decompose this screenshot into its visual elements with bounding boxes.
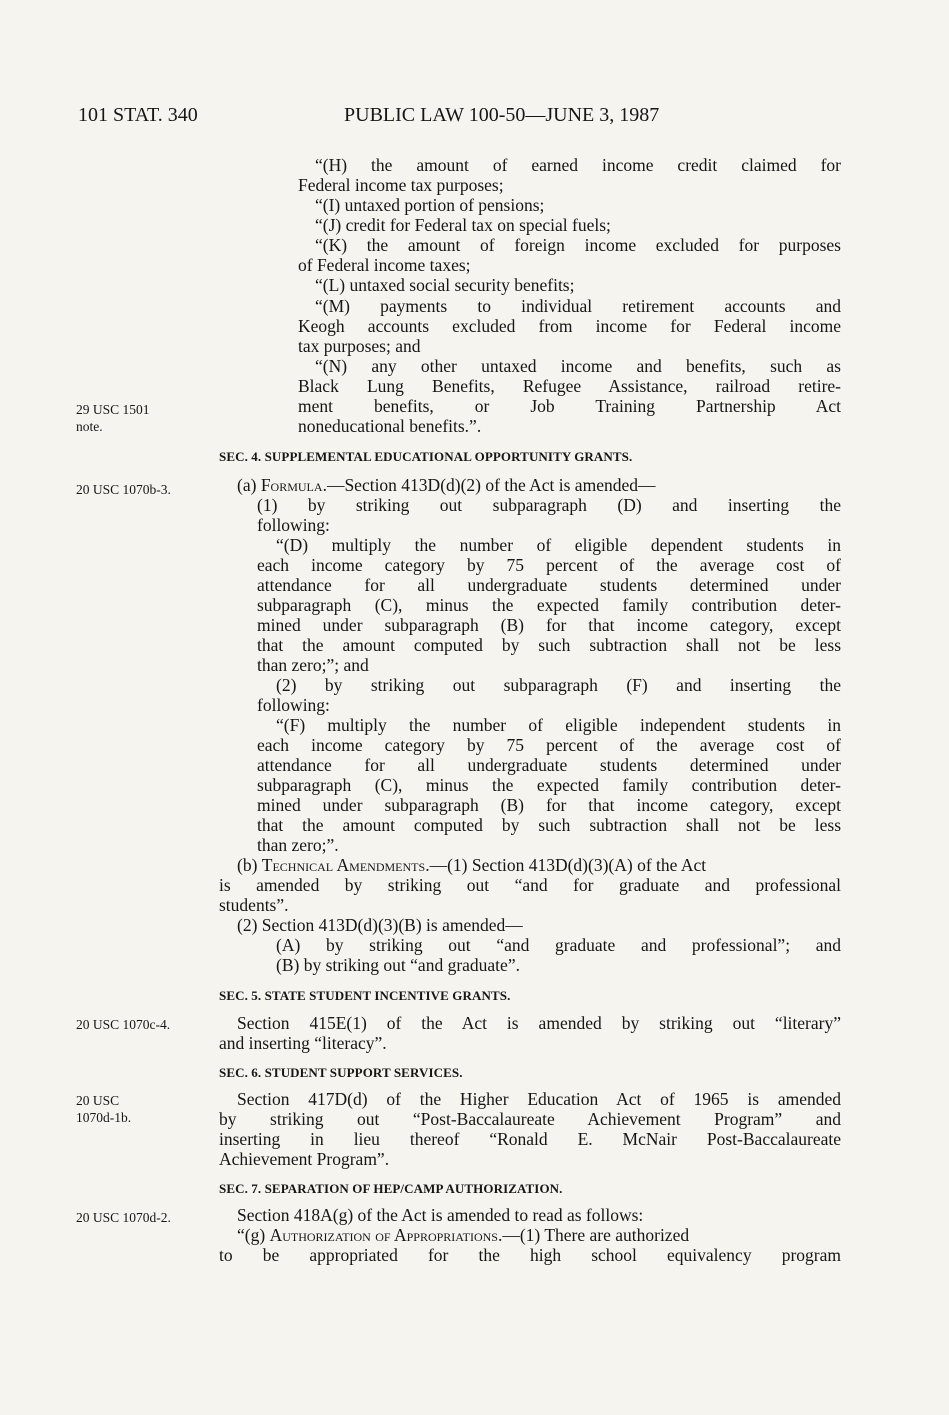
text-line: inserting in lieu thereof “Ronald E. McNair Post-Baccalaureate (219, 1129, 841, 1149)
margin-note-line: 1070d-1b. (76, 1110, 132, 1125)
margin-note-29-usc-1501 (76, 401, 150, 435)
text-line: than zero;”; and (257, 655, 369, 675)
text-line: tax purposes; and (298, 336, 421, 356)
margin-note-20-usc-1070c-4: 20 USC 1070c-4. (76, 1017, 171, 1032)
public-law-title: PUBLIC LAW 100-50—JUNE 3, 1987 (344, 104, 660, 126)
text-line: Black Lung Benefits, Refugee Assistance, railroad retire- (298, 376, 841, 396)
text-line: “(H) the amount of earned income credit claimed for (315, 155, 841, 175)
text-line: (B) by striking out “and graduate”. (276, 955, 520, 975)
text-line (237, 1225, 689, 1245)
text-line: (2) by striking out subparagraph (F) and inserting the (276, 675, 841, 695)
text-line: each income category by 75 percent of the average cost of (257, 735, 841, 755)
text-line: “(I) untaxed portion of pensions; (315, 195, 545, 215)
margin-note-20-usc-1070d-2: 20 USC 1070d-2. (76, 1210, 171, 1225)
text-line: and inserting “literacy”. (219, 1033, 387, 1053)
subsection-heading-technical-amendments: Technical Amendments (261, 855, 426, 875)
text-line: subparagraph (C), minus the expected family contribution deter- (257, 595, 841, 615)
text-line: that the amount computed by such subtraction shall not be less (257, 815, 841, 835)
text-line: attendance for all undergraduate students determined under (257, 755, 841, 775)
text-line (237, 475, 655, 495)
text-line: “(K) the amount of foreign income excluded for purposes (315, 235, 841, 255)
page-header (78, 104, 728, 134)
text-line: noneducational benefits.”. (298, 416, 482, 436)
text-line: students”. (219, 895, 289, 915)
text-line: following: (257, 515, 330, 535)
text-line: “(D) multiply the number of eligible dependent students in (276, 535, 841, 555)
subsection-heading-formula: Formula (260, 475, 323, 495)
margin-note-line: 29 USC 1501 (76, 402, 150, 417)
text-line: to be appropriated for the high school equivalency program (219, 1245, 841, 1265)
text-line: Section 417D(d) of the Higher Education Act of 1965 is amended (237, 1089, 841, 1109)
text-line: subparagraph (C), minus the expected family contribution deter- (257, 775, 841, 795)
text-line: “(L) untaxed social security benefits; (315, 275, 575, 295)
section-heading-5: SEC. 5. STATE STUDENT INCENTIVE GRANTS. (219, 988, 511, 1003)
text-line: is amended by striking out “and for graduate and professional (219, 875, 841, 895)
text-run: (b) (237, 855, 262, 875)
subsection-heading-authorization: Authorization of Appropriations (269, 1225, 498, 1245)
margin-note-20-usc-1070b-3: 20 USC 1070b-3. (76, 482, 171, 497)
text-line: by striking out “Post-Baccalaureate Achievement Program” and (219, 1109, 841, 1129)
text-line: of Federal income taxes; (298, 255, 471, 275)
text-line: Achievement Program”. (219, 1149, 390, 1169)
margin-note-line: 20 USC (76, 1093, 120, 1108)
text-line: mined under subparagraph (B) for that income category, except (257, 615, 841, 635)
text-line: that the amount computed by such subtraction shall not be less (257, 635, 841, 655)
text-line: “(F) multiply the number of eligible independent students in (276, 715, 841, 735)
text-line: (1) by striking out subparagraph (D) and inserting the (257, 495, 841, 515)
text-line: Section 418A(g) of the Act is amended to read as follows: (237, 1205, 644, 1225)
text-line: attendance for all undergraduate students determined under (257, 575, 841, 595)
section-heading-4: SEC. 4. SUPPLEMENTAL EDUCATIONAL OPPORTUNITY GRANTS. (219, 449, 633, 464)
section-heading-6: SEC. 6. STUDENT SUPPORT SERVICES. (219, 1065, 463, 1080)
text-run: .—Section 413D(d)(2) of the Act is amended— (322, 475, 656, 495)
text-line: Federal income tax purposes; (298, 175, 504, 195)
text-run: .—(1) Section 413D(d)(3)(A) of the Act (425, 855, 707, 875)
text-line: each income category by 75 percent of the average cost of (257, 555, 841, 575)
text-line: mined under subparagraph (B) for that income category, except (257, 795, 841, 815)
margin-note-20-usc-1070d-1b (76, 1092, 131, 1126)
text-line: ment benefits, or Job Training Partnership Act (298, 396, 841, 416)
section-heading-7: SEC. 7. SEPARATION OF HEP/CAMP AUTHORIZATION. (219, 1181, 563, 1196)
text-run: (a) (237, 475, 261, 495)
stat-page-number: 101 STAT. 340 (78, 104, 198, 126)
text-line (237, 855, 706, 875)
text-line: than zero;”. (257, 835, 339, 855)
margin-note-line: note. (76, 419, 103, 434)
text-run: .—(1) There are authorized (497, 1225, 690, 1245)
text-run: “(g) (237, 1225, 270, 1245)
text-line: (A) by striking out “and graduate and professional”; and (276, 935, 841, 955)
text-line: “(M) payments to individual retirement accounts and (315, 296, 841, 316)
text-line: Keogh accounts excluded from income for Federal income (298, 316, 841, 336)
text-line: Section 415E(1) of the Act is amended by striking out “literary” (237, 1013, 841, 1033)
text-line: “(N) any other untaxed income and benefits, such as (315, 356, 841, 376)
text-line: (2) Section 413D(d)(3)(B) is amended— (237, 915, 523, 935)
text-line: “(J) credit for Federal tax on special fuels; (315, 215, 611, 235)
text-line: following: (257, 695, 330, 715)
